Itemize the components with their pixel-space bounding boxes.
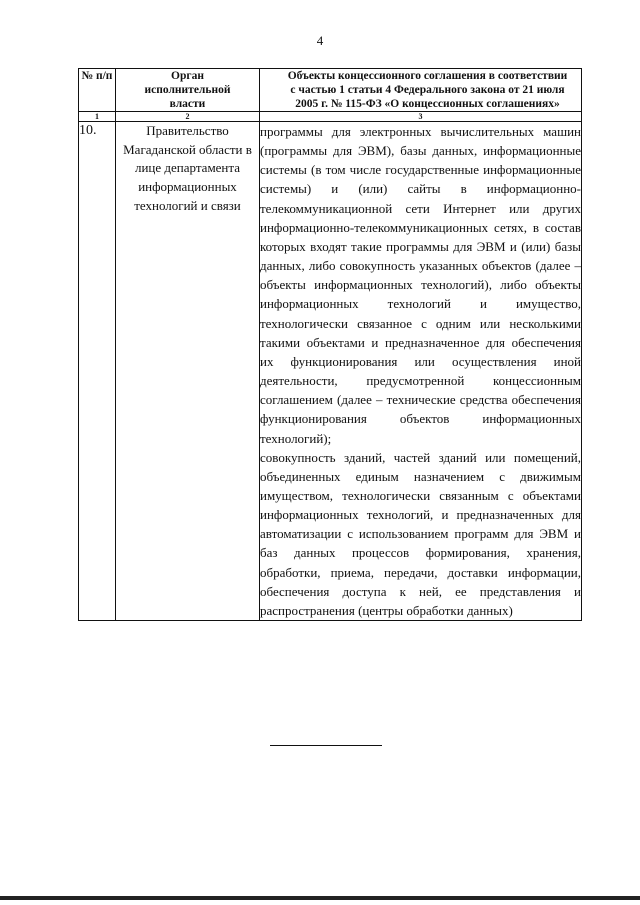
- header-organ: Орган исполнительной власти: [116, 69, 260, 112]
- objects-paragraph-2: совокупность зданий, частей зданий или помещений, объединенных единым назначением с движимым имуществом, технологически связанным с объектами информационных технологий, и предназначенных для автоматизации с использованием программ для ЭВМ и баз данных процессов формирования, хранения, обработки, приема, передачи, доставки информации, обеспечения доступа к ней, ее представления и распространения (центры обработки данных): [260, 449, 581, 618]
- table-header-row: [79, 69, 582, 112]
- organ-name: Правительство Магаданской области в лице департамента информационных технологий и связи: [116, 122, 260, 621]
- column-number-3: 3: [260, 112, 582, 122]
- column-number-1: 1: [79, 112, 116, 122]
- scan-bottom-edge: [0, 896, 640, 900]
- concession-objects-table: [78, 68, 582, 621]
- header-objects: Объекты концессионного соглашения в соответствии с частью 1 статьи 4 Федерального закона от 21 июля 2005 г. № 115-ФЗ «О концессионных соглашениях»: [260, 69, 582, 112]
- closing-divider: [270, 745, 382, 746]
- table-row: [79, 122, 582, 621]
- column-number-2: 2: [116, 112, 260, 122]
- row-number: 10.: [79, 122, 116, 621]
- header-num: № п/п: [79, 69, 116, 112]
- objects-cell: [260, 122, 582, 621]
- page-number: 4: [316, 33, 324, 48]
- column-numbers-row: [79, 112, 582, 122]
- objects-paragraph-1: программы для электронных вычислительных машин (программы для ЭВМ), базы данных, информационные системы (в том числе государственные информационные системы) и (или) сайты в информационно-телекоммуникационной сети Интернет или других информационно-телекоммуникационных сетях, в состав которых входят такие программы для ЭВМ и (или) базы данных, либо совокупность указанных объектов (далее – объекты информационных технологий), либо объекты информационных технологий и имущество, технологически связанное с одним или несколькими такими объектами и предназначенное для обеспечения их функционирования или осуществления иной деятельности, предусмотренной концессионным соглашением (далее – технические средства обеспечения функционирования объектов информационных технологий);: [260, 124, 581, 446]
